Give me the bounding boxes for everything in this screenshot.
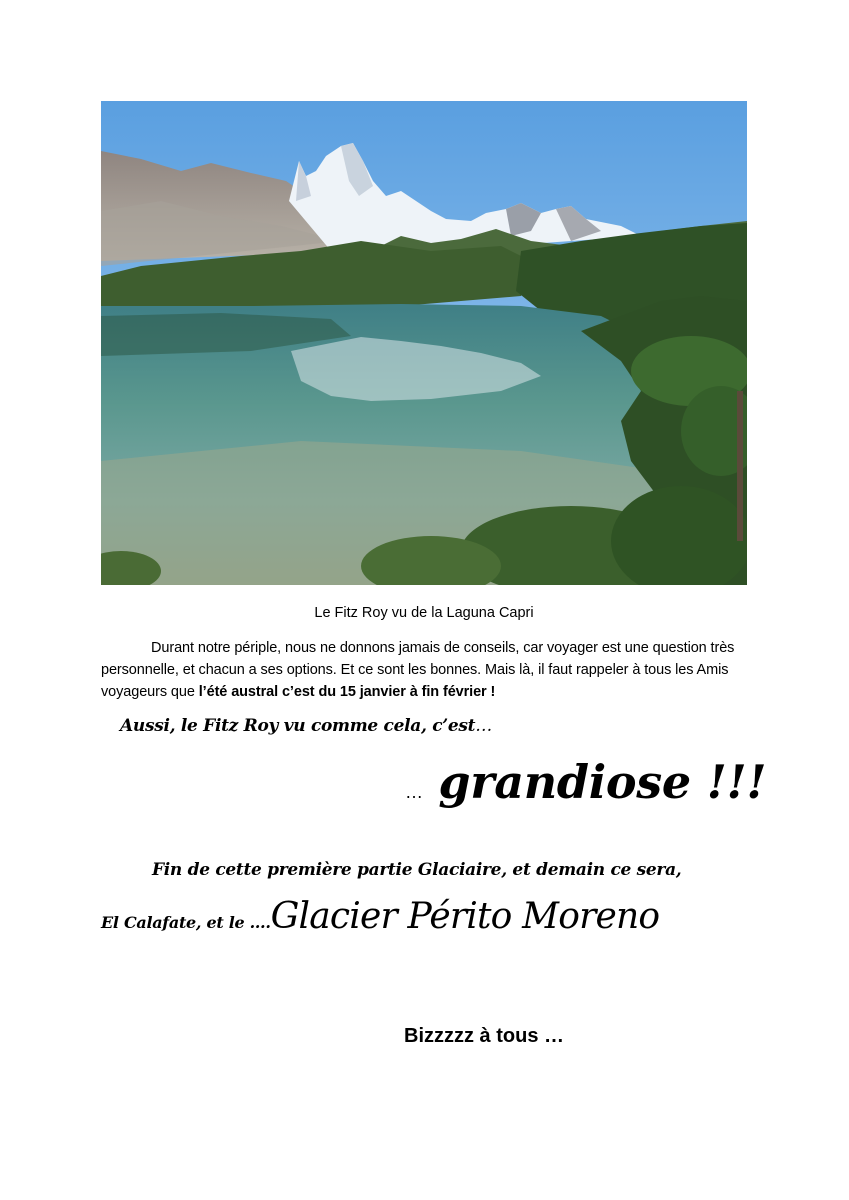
body-paragraph (101, 637, 751, 703)
photo-caption: Le Fitz Roy vu de la Laguna Capri (314, 605, 534, 621)
glacier-title: Glacier Périto Moreno (270, 896, 660, 937)
fitz-roy-lake-image (101, 101, 747, 585)
script-line-fitz-roy (120, 716, 492, 736)
signoff-text: Bizzzzz à tous … (404, 1025, 565, 1047)
script-line-glaciaire: Fin de cette première partie Glaciaire, et demain ce sera, (152, 860, 682, 880)
script-line-fitz-roy-text: Aussi, le Fitz Roy vu comme cela, c’est (120, 716, 476, 736)
paragraph-emphasis: l’été austral c’est du 15 janvier à fin février ! (198, 684, 496, 700)
paragraph-text: Durant notre périple, nous ne donnons jamais de conseils, car voyager est une question très personnelle, et chacun a ses options. Et ce sont les bonnes. Mais là, il faut rappeler à tous les Amis voyageurs que (101, 640, 735, 700)
script-line-calafate (101, 896, 659, 937)
grandiose-word: grandiose !!! (438, 755, 767, 809)
script-line-fitz-roy-dots: … (475, 716, 492, 736)
calafate-lead: El Calafate, et le …. (101, 913, 271, 932)
landscape-photo (101, 101, 747, 585)
grandiose-heading (405, 752, 766, 822)
grandiose-dots: … (405, 782, 423, 802)
